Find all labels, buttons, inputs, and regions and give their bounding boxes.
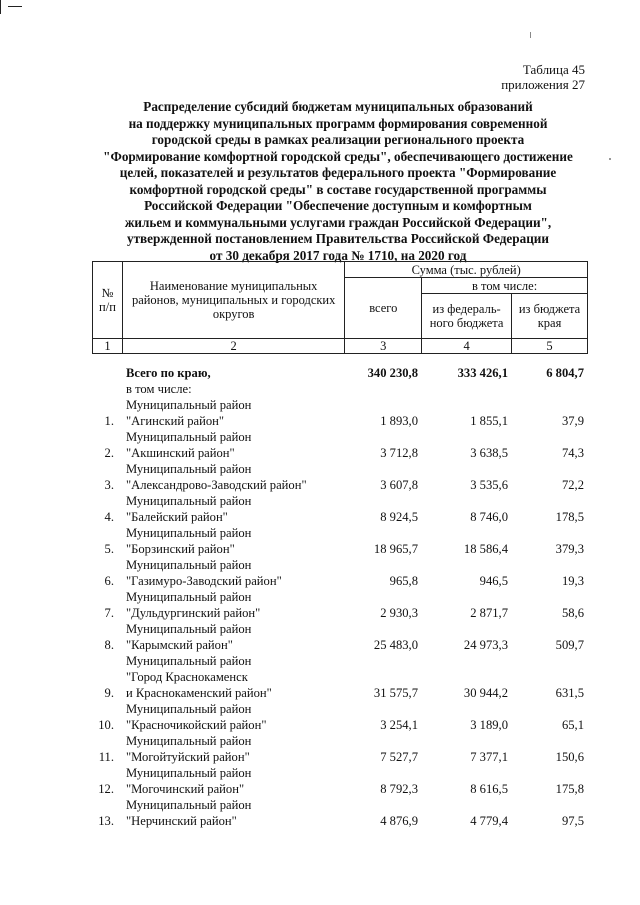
municipality-name (122, 765, 345, 797)
amount-total: 8 924,5 (380, 510, 418, 524)
municipality-name (122, 397, 345, 429)
row-number: 4. (104, 510, 114, 524)
title-line: Российской Федерации "Обеспечение доступным и комфортным (144, 198, 532, 213)
amount-total: 4 876,9 (380, 814, 418, 828)
title-line: городской среды в рамках реализации регионального проекта (151, 132, 525, 147)
amount-federal: 8 616,5 (470, 782, 508, 796)
totals-label: Всего по краю, (126, 366, 211, 380)
row-number: 13. (98, 814, 114, 828)
col-number: 3 (345, 339, 422, 354)
col-number: 1 (93, 339, 123, 354)
table-row (92, 525, 588, 557)
table-row (92, 461, 588, 493)
amount-total: 7 527,7 (380, 750, 418, 764)
municipality-name-line: "Газимуро-Заводский район" (126, 574, 282, 588)
title-line: целей, показателей и результатов федерального проекта "Формирование (119, 165, 557, 180)
table-header (92, 261, 588, 354)
row-number: 5. (104, 542, 114, 556)
municipality-name-line: "Красночикойский район" (126, 718, 267, 732)
amount-total: 3 254,1 (380, 718, 418, 732)
header-num-col: № п/п (93, 262, 123, 339)
header-total-col: всего (345, 278, 422, 339)
amount-federal: 2 871,7 (470, 606, 508, 620)
corner-horizontal-line (8, 6, 22, 7)
municipality-name-line: "Борзинский район" (126, 542, 235, 556)
amount-regional: 509,7 (555, 638, 584, 652)
municipality-name-line: Муниципальный район (126, 558, 252, 572)
amount-regional: 150,6 (555, 750, 584, 764)
table-row (92, 557, 588, 589)
header-sum: Сумма (тыс. рублей) (345, 262, 588, 278)
col-number: 4 (422, 339, 512, 354)
table-row (92, 797, 588, 829)
amount-regional: 65,1 (561, 718, 584, 732)
row-number: 9. (104, 686, 114, 700)
municipality-name-line: Муниципальный район (126, 430, 252, 444)
municipality-name (122, 525, 345, 557)
municipality-name-line: Муниципальный район (126, 526, 252, 540)
amount-federal: 1 855,1 (470, 414, 508, 428)
table-row (92, 621, 588, 653)
municipality-name (122, 493, 345, 525)
col-number: 2 (122, 339, 344, 354)
amount-federal: 18 586,4 (463, 542, 508, 556)
title-line: на поддержку муниципальных программ формирования современной (128, 115, 548, 131)
municipality-name (122, 733, 345, 765)
municipality-name-line: и Краснокаменский район" (126, 686, 272, 700)
amount-total: 31 575,7 (373, 686, 418, 700)
municipality-name-line: Муниципальный район (126, 494, 252, 508)
totals-total: 340 230,8 (367, 366, 418, 380)
amount-total: 18 965,7 (373, 542, 418, 556)
amount-regional: 74,3 (561, 446, 584, 460)
amount-federal: 7 377,1 (470, 750, 508, 764)
corner-vertical-line (0, 0, 1, 14)
municipality-name (122, 589, 345, 621)
amount-regional: 72,2 (561, 478, 584, 492)
amount-federal: 8 746,0 (470, 510, 508, 524)
table-row (92, 701, 588, 733)
municipality-name-line: "Карымский район" (126, 638, 233, 652)
municipality-name-line: "Агинский район" (126, 414, 225, 428)
corner-mark (0, 0, 22, 14)
amount-regional: 175,8 (555, 782, 584, 796)
amount-regional: 379,3 (555, 542, 584, 556)
amount-total: 1 893,0 (380, 414, 418, 428)
row-number: 12. (98, 782, 114, 796)
scan-dot (609, 158, 611, 160)
table-reference (501, 62, 585, 92)
municipality-name-line: Муниципальный район (126, 654, 252, 668)
row-number: 2. (104, 446, 114, 460)
municipality-name-line: "Город Краснокаменск (126, 670, 248, 684)
amount-total: 3 607,8 (380, 478, 418, 492)
totals-row (92, 365, 588, 381)
amount-federal: 4 779,4 (470, 814, 508, 828)
municipality-name-line: "Могойтуйский район" (126, 750, 250, 764)
row-number: 6. (104, 574, 114, 588)
amount-total: 25 483,0 (373, 638, 418, 652)
row-number: 11. (98, 750, 114, 764)
municipality-name (122, 621, 345, 653)
title-line: жильем и коммунальными услугами граждан Российской Федерации", (124, 214, 552, 230)
municipality-name-line: Муниципальный район (126, 398, 252, 412)
municipality-name (122, 653, 345, 701)
municipality-name (122, 797, 345, 829)
municipality-name-line: "Балейский район" (126, 510, 228, 524)
amount-total: 2 930,3 (380, 606, 418, 620)
amount-federal: 3 189,0 (470, 718, 508, 732)
amount-total: 8 792,3 (380, 782, 418, 796)
title-line: "Формирование комфортной городской среды", обеспечивающего достижение (103, 148, 573, 164)
amount-federal: 3 535,6 (470, 478, 508, 492)
amount-federal: 3 638,5 (470, 446, 508, 460)
municipality-name (122, 461, 345, 493)
totals-regional: 6 804,7 (546, 366, 584, 380)
amount-regional: 19,3 (561, 574, 584, 588)
totals-federal: 333 426,1 (457, 366, 508, 380)
title-line: утвержденной постановлением Правительства Российской Федерации (126, 231, 550, 246)
title-line: от 30 декабря 2017 года № 1710, на 2020 год (209, 247, 467, 263)
table-body (92, 365, 588, 829)
header-including: в том числе: (422, 278, 588, 294)
amount-total: 965,8 (389, 574, 418, 588)
municipality-name-line: Муниципальный район (126, 622, 252, 636)
header-federal-col: из федераль-ного бюджета (422, 294, 512, 339)
amount-federal: 24 973,3 (463, 638, 508, 652)
row-number: 1. (104, 414, 114, 428)
amount-regional: 97,5 (561, 814, 584, 828)
amount-regional: 631,5 (555, 686, 584, 700)
row-number: 3. (104, 478, 114, 492)
municipality-name-line: Муниципальный район (126, 766, 252, 780)
municipality-name-line: "Акшинский район" (126, 446, 235, 460)
municipality-name (122, 701, 345, 733)
amount-regional: 37,9 (561, 414, 584, 428)
header-regional-col: из бюджета края (512, 294, 588, 339)
row-number: 10. (98, 718, 114, 732)
municipality-name-line: Муниципальный район (126, 590, 252, 604)
amount-federal: 30 944,2 (463, 686, 508, 700)
amount-federal: 946,5 (479, 574, 508, 588)
municipality-name-line: Муниципальный район (126, 734, 252, 748)
document-title (78, 99, 598, 264)
header-name-col: Наименование муниципальных районов, муниципальных и городских округов (122, 262, 344, 339)
municipality-name-line: Муниципальный район (126, 462, 252, 476)
municipality-name-line: "Могочинский район" (126, 782, 245, 796)
municipality-name-line: Муниципальный район (126, 702, 252, 716)
table-row (92, 589, 588, 621)
title-line: Распределение субсидий бюджетам муниципальных образований (143, 99, 533, 114)
table-row (92, 429, 588, 461)
table-row (92, 653, 588, 701)
row-number: 7. (104, 606, 114, 620)
scan-mark (530, 32, 531, 38)
municipality-name-line: "Александрово-Заводский район" (126, 478, 307, 492)
including-row (92, 381, 588, 397)
title-line: комфортной городской среды" в составе государственной программы (129, 181, 547, 197)
municipality-name (122, 557, 345, 589)
table-row (92, 493, 588, 525)
col-number: 5 (512, 339, 588, 354)
municipality-name-line: Муниципальный район (126, 798, 252, 812)
table-label: Таблица 45 (522, 62, 585, 77)
amount-regional: 178,5 (555, 510, 584, 524)
including-label: в том числе: (126, 382, 192, 396)
table-row (92, 397, 588, 429)
appendix-label: приложения 27 (501, 77, 585, 92)
table-row (92, 765, 588, 797)
table-row (92, 733, 588, 765)
amount-regional: 58,6 (561, 606, 584, 620)
municipality-name (122, 429, 345, 461)
row-number: 8. (104, 638, 114, 652)
amount-total: 3 712,8 (380, 446, 418, 460)
municipality-name-line: "Дульдургинский район" (126, 606, 261, 620)
municipality-name-line: "Нерчинский район" (126, 814, 237, 828)
